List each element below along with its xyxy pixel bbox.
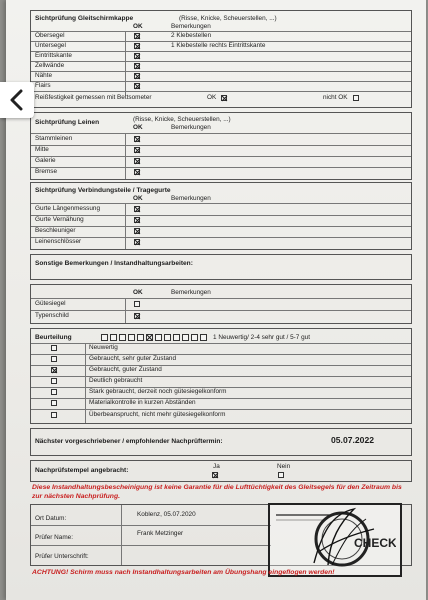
checkbox-naehte[interactable] bbox=[134, 73, 140, 79]
scale-box-12[interactable] bbox=[200, 334, 207, 341]
disclaimer: Diese Instandhaltungsbescheinigung ist keine Garantie für die Lufttüchtigkeit des Gleitsegels für den Zeitraum bis zur nächsten Nachprüfung. bbox=[32, 484, 402, 500]
leinen-ok-header: OK bbox=[133, 124, 143, 131]
row-label: Nähte bbox=[35, 72, 53, 79]
section-naechster-termin bbox=[30, 428, 412, 456]
option-checkbox[interactable] bbox=[51, 389, 57, 395]
signature-label: Prüfer Unterschrift: bbox=[35, 553, 89, 560]
scale-box-5[interactable] bbox=[137, 334, 144, 341]
scale-box-1[interactable] bbox=[101, 334, 108, 341]
row-remark: 2 Klebestellen bbox=[171, 32, 212, 39]
checkbox-gurte-vernaehung[interactable] bbox=[134, 217, 140, 223]
row-label: Gurte Längenmessung bbox=[35, 205, 101, 212]
checkbox-stempel-nein[interactable] bbox=[278, 472, 284, 478]
name-value: Frank Metzinger bbox=[137, 530, 184, 537]
row-label: Leinenschlösser bbox=[35, 238, 82, 245]
checkbox-mitte[interactable] bbox=[134, 147, 140, 153]
row-label: Galerie bbox=[35, 157, 56, 164]
row-label: Gurte Vernähung bbox=[35, 216, 84, 223]
gleitschirm-title: Sichtprüfung Gleitschirmkappe bbox=[35, 15, 134, 22]
scale-box-10[interactable] bbox=[182, 334, 189, 341]
section-verbindung bbox=[30, 182, 412, 250]
siegel-ok-header: OK bbox=[133, 289, 143, 296]
section-gleitschirm bbox=[30, 10, 412, 108]
gleitschirm-hint: (Risse, Knicke, Scheuerstellen, ...) bbox=[179, 15, 277, 22]
leinen-title: Sichtprüfung Leinen bbox=[35, 119, 100, 126]
option-label: Überbeansprucht, nicht mehr gütesiegelkonform bbox=[89, 411, 226, 418]
row-label: Stammleinen bbox=[35, 135, 73, 142]
checkbox-stammleinen[interactable] bbox=[134, 136, 140, 142]
row-remark: 1 Klebestelle rechts Eintrittskante bbox=[171, 42, 266, 49]
row-label: Mitte bbox=[35, 146, 49, 153]
row-label: Typenschild bbox=[35, 312, 69, 319]
option-checkbox[interactable] bbox=[51, 356, 57, 362]
checkbox-stempel-ja[interactable] bbox=[212, 472, 218, 478]
section-siegel bbox=[30, 284, 412, 324]
checkbox-typenschild[interactable] bbox=[134, 313, 140, 319]
option-label: Neuwertig bbox=[89, 344, 118, 351]
option-label: Gebraucht, guter Zustand bbox=[89, 366, 162, 373]
scale-legend: 1 Neuwertig/ 2-4 sehr gut / 5-7 gut bbox=[213, 334, 310, 341]
chevron-left-icon bbox=[9, 89, 25, 111]
sonstige-title: Sonstige Bemerkungen / Instandhaltungsarbeiten: bbox=[35, 260, 193, 267]
verbindung-title: Sichtprüfung Verbindungsteile / Tragegurte bbox=[35, 187, 171, 194]
checkbox-guetesiegel[interactable] bbox=[134, 301, 140, 307]
checkbox-leinenschloesser[interactable] bbox=[134, 239, 140, 245]
option-checkbox[interactable] bbox=[51, 400, 57, 406]
checkbox-zellwaende[interactable] bbox=[134, 63, 140, 69]
warning-text: ACHTUNG! Schirm muss nach Instandhaltungsarbeiten am Übungshang eingeflogen werden! bbox=[32, 569, 335, 576]
checkbox-untersegel[interactable] bbox=[134, 43, 140, 49]
verbindung-ok-header: OK bbox=[133, 195, 143, 202]
option-checkbox[interactable] bbox=[51, 345, 57, 351]
row-label: Zellwände bbox=[35, 62, 65, 69]
checkbox-eintrittskante[interactable] bbox=[134, 53, 140, 59]
checkbox-obersegel[interactable] bbox=[134, 33, 140, 39]
scale-box-4[interactable] bbox=[128, 334, 135, 341]
scale-box-7[interactable] bbox=[155, 334, 162, 341]
back-button[interactable] bbox=[0, 82, 34, 118]
checkbox-reiss-ok[interactable] bbox=[221, 95, 227, 101]
beurteilung-title: Beurteilung bbox=[35, 334, 72, 341]
naechster-label: Nächster vorgeschriebener / empfohlender Nachprüftermin: bbox=[35, 438, 223, 445]
section-sonstige bbox=[30, 254, 412, 280]
checkbox-galerie[interactable] bbox=[134, 158, 140, 164]
ort-label: Ort Datum: bbox=[35, 515, 67, 522]
section-stempel bbox=[30, 460, 412, 482]
stempel-label: Nachprüfstempel angebracht: bbox=[35, 467, 129, 474]
stamp-icon bbox=[270, 505, 396, 571]
row-label: Flairs bbox=[35, 82, 51, 89]
ort-value: Koblenz, 05.07.2020 bbox=[137, 511, 196, 518]
option-label: Stark gebraucht, derzeit noch gütesiegelkonform bbox=[89, 388, 227, 395]
option-checkbox[interactable] bbox=[51, 412, 57, 418]
row-label: Beschleuniger bbox=[35, 227, 76, 234]
gleitschirm-ok-header: OK bbox=[133, 23, 143, 30]
row-label: Gütesiegel bbox=[35, 300, 66, 307]
name-label: Prüfer Name: bbox=[35, 534, 74, 541]
scale-box-3[interactable] bbox=[119, 334, 126, 341]
option-checkbox[interactable] bbox=[51, 367, 57, 373]
leinen-remarks-header: Bemerkungen bbox=[171, 124, 211, 131]
scale-box-8[interactable] bbox=[164, 334, 171, 341]
reiss-not-ok-label: nicht OK bbox=[323, 94, 348, 101]
row-label: Eintrittskante bbox=[35, 52, 72, 59]
option-label: Deutlich gebraucht bbox=[89, 377, 143, 384]
scale-box-9[interactable] bbox=[173, 334, 180, 341]
stempel-nein-label: Nein bbox=[277, 463, 291, 470]
section-leinen bbox=[30, 112, 412, 180]
scale-box-11[interactable] bbox=[191, 334, 198, 341]
checkbox-gurte-laenge[interactable] bbox=[134, 206, 140, 212]
reiss-ok-label: OK bbox=[207, 94, 217, 101]
checkbox-bremse[interactable] bbox=[134, 169, 140, 175]
option-label: Gebraucht, sehr guter Zustand bbox=[89, 355, 177, 362]
row-label: Bremse bbox=[35, 168, 58, 175]
checkbox-reiss-not-ok[interactable] bbox=[353, 95, 359, 101]
option-label: Materialkontrolle in kurzen Abständen bbox=[89, 399, 196, 406]
option-checkbox[interactable] bbox=[51, 378, 57, 384]
inspection-sheet bbox=[6, 0, 426, 600]
stamp-brand: CHECK bbox=[354, 536, 396, 550]
row-label: Obersegel bbox=[35, 32, 65, 39]
scale-box-2[interactable] bbox=[110, 334, 117, 341]
stempel-ja-label: Ja bbox=[213, 463, 220, 470]
checkbox-beschleuniger[interactable] bbox=[134, 228, 140, 234]
scale-box-6[interactable] bbox=[146, 334, 153, 341]
row-label: Untersegel bbox=[35, 42, 66, 49]
siegel-remarks-header: Bemerkungen bbox=[171, 289, 211, 296]
section-beurteilung bbox=[30, 328, 412, 424]
gleitschirm-remarks-header: Bemerkungen bbox=[171, 23, 211, 30]
verbindung-remarks-header: Bemerkungen bbox=[171, 195, 211, 202]
leinen-hint: (Risse, Knicke, Scheuerstellen, ...) bbox=[133, 116, 231, 123]
reiss-label: Reißfestigkeit gemessen mit Bettsometer bbox=[35, 94, 152, 101]
naechster-date: 05.07.2022 bbox=[331, 435, 375, 445]
checkbox-flairs[interactable] bbox=[134, 83, 140, 89]
inspection-stamp bbox=[268, 503, 402, 577]
